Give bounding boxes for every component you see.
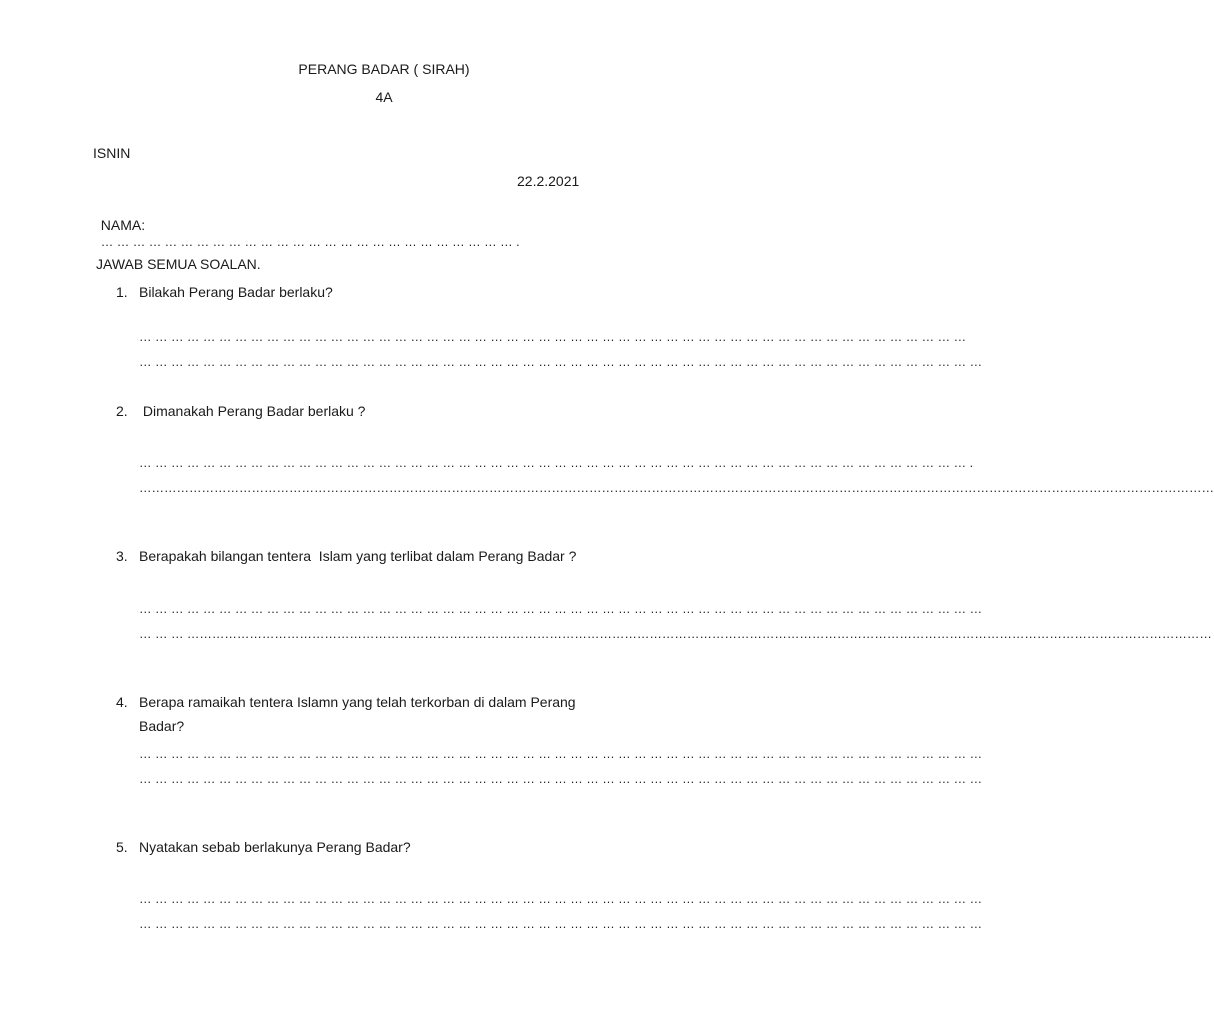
- question-text: Bilakah Perang Badar berlaku?: [139, 284, 333, 300]
- instruction-text: JAWAB SEMUA SOALAN.: [96, 256, 261, 272]
- question-text: Nyatakan sebab berlakunya Perang Badar?: [139, 839, 411, 855]
- question-text: Dimanakah Perang Badar berlaku ?: [139, 403, 366, 419]
- name-answer-line: … … … … … … … … … … … … … … … … … … … … … … … … … … .: [100, 235, 520, 249]
- day-label: ISNIN: [93, 145, 131, 161]
- question-text-continued: Badar?: [139, 718, 185, 734]
- answer-line: … … … … … … … … … … … … … … … … … … … … … … … … … … … … … … … … … … … … … … … … … … … … … … … … … … … …: [139, 330, 967, 344]
- question-number: 2.: [116, 403, 128, 419]
- question-number: 5.: [116, 839, 128, 855]
- answer-line: ……………………………………………………………………………………………………………………………………………………………………………………………………………………………………: [139, 481, 1214, 495]
- question-text: Berapa ramaikah tentera Islamn yang telah terkorban di dalam Perang: [139, 694, 576, 710]
- worksheet-title: PERANG BADAR ( SIRAH): [298, 61, 470, 77]
- name-label: NAMA:: [100, 217, 146, 233]
- question-number: 4.: [116, 694, 128, 710]
- answer-line: … … … … … … … … … … … … … … … … … … … … … … … … … … … … … … … … … … … … … … … … … … … … … … … … … … … … …: [139, 772, 983, 786]
- answer-line: … … … … … … … … … … … … … … … … … … … … … … … … … … … … … … … … … … … … … … … … … … … … … … … … … … … … …: [139, 747, 983, 761]
- answer-line: … … … … … … … … … … … … … … … … … … … … … … … … … … … … … … … … … … … … … … … … … … … … … … … … … … … … .: [139, 456, 974, 470]
- question-number: 1.: [116, 284, 128, 300]
- answer-line: … … … … … … … … … … … … … … … … … … … … … … … … … … … … … … … … … … … … … … … … … … … … … … … … … … … … …: [139, 892, 983, 906]
- question-number: 3.: [116, 548, 128, 564]
- answer-line: … … … …………………………………………………………………………………………………………………………………………………………………………………………………………………………: [139, 627, 1212, 641]
- answer-line: … … … … … … … … … … … … … … … … … … … … … … … … … … … … … … … … … … … … … … … … … … … … … … … … … … … … …: [139, 355, 983, 369]
- name-field: [93, 201, 520, 250]
- question-text: Berapakah bilangan tentera Islam yang terlibat dalam Perang Badar ?: [139, 548, 577, 564]
- class-name: 4A: [375, 89, 393, 105]
- answer-line: … … … … … … … … … … … … … … … … … … … … … … … … … … … … … … … … … … … … … … … … … … … … … … … … … … … … …: [139, 917, 983, 931]
- answer-line: … … … … … … … … … … … … … … … … … … … … … … … … … … … … … … … … … … … … … … … … … … … … … … … … … … … … …: [139, 602, 983, 616]
- date-label: 22.2.2021: [517, 173, 580, 189]
